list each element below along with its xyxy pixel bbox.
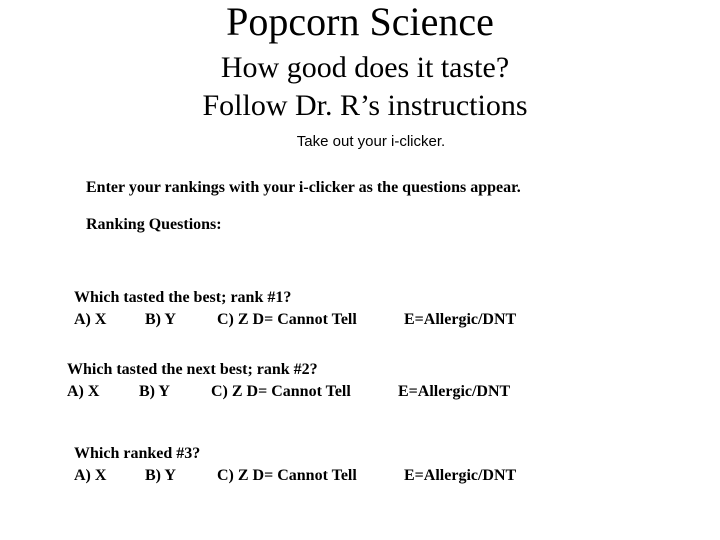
subtitle-instructions: Follow Dr. R’s instructions	[202, 89, 528, 122]
clicker-note: Take out your i-clicker.	[296, 133, 446, 150]
option-a: A) X	[74, 311, 107, 328]
option-b: B) Y	[145, 311, 176, 328]
option-e: E=Allergic/DNT	[398, 383, 511, 400]
option-b: B) Y	[139, 383, 170, 400]
slide-title: Popcorn Science	[226, 0, 494, 44]
ranking-heading: Ranking Questions:	[86, 216, 222, 233]
question-block	[67, 359, 547, 405]
subtitle-question: How good does it taste?	[220, 51, 510, 84]
option-c-d: C) Z D= Cannot Tell	[217, 311, 357, 328]
question-block	[74, 287, 554, 333]
option-c-d: C) Z D= Cannot Tell	[211, 383, 351, 400]
option-a: A) X	[74, 467, 107, 484]
option-c-d: C) Z D= Cannot Tell	[217, 467, 357, 484]
question-prompt: Which ranked #3?	[74, 445, 201, 462]
question-prompt: Which tasted the next best; rank #2?	[67, 361, 318, 378]
enter-instructions: Enter your rankings with your i-clicker as the questions appear.	[86, 179, 521, 196]
option-e: E=Allergic/DNT	[404, 311, 517, 328]
option-e: E=Allergic/DNT	[404, 467, 517, 484]
option-a: A) X	[67, 383, 100, 400]
option-b: B) Y	[145, 467, 176, 484]
question-block	[74, 443, 554, 489]
question-prompt: Which tasted the best; rank #1?	[74, 289, 292, 306]
